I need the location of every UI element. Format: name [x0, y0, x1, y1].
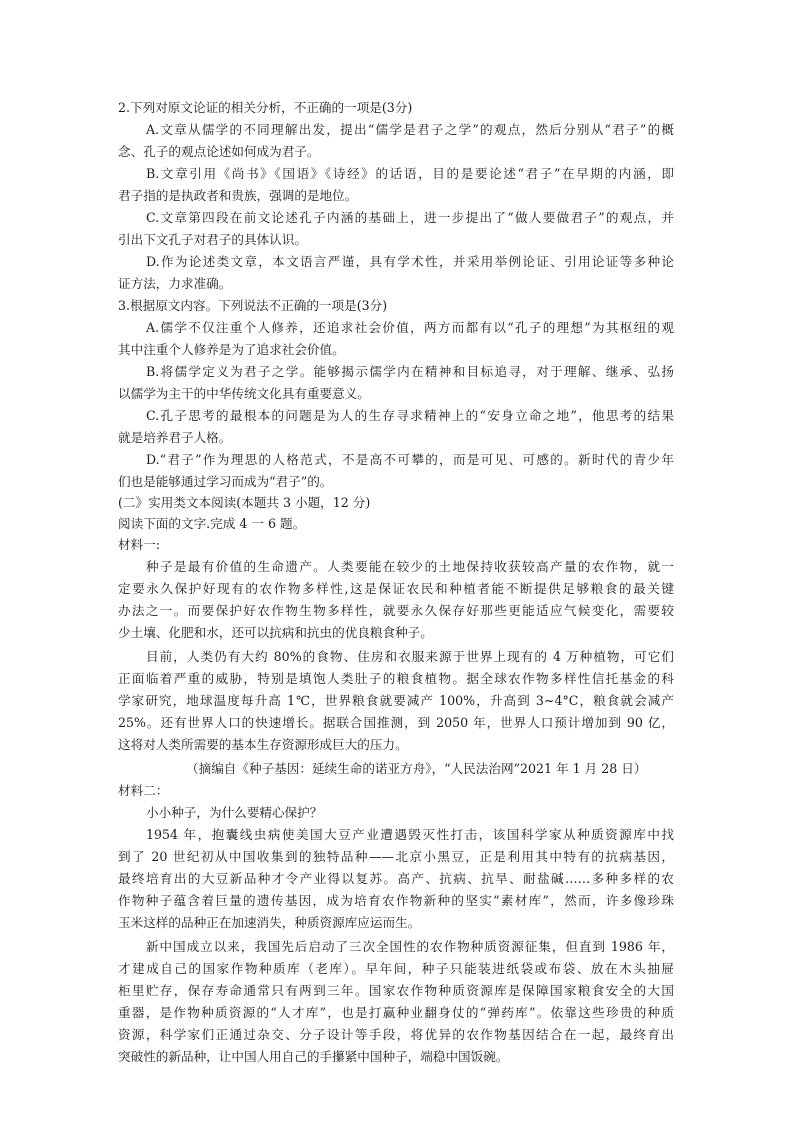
m2-p1: 小小种子，为什么要精心保护？ — [146, 805, 323, 820]
q2-option-b-line2: 君子指的是执政者和贵族，强调的是地位。 — [118, 188, 358, 203]
m2-p3-line5: 资源，科学家们正通过杂交、分子设计等手段，将优异的农作物基因结合在一起，最终育出 — [118, 1027, 674, 1042]
q2-option-d-line2: 证方法，力求准确。 — [118, 276, 232, 291]
m1-p2-line1: 目前，人类仍有大约 80%的食物、住房和衣服来源于世界上现有的 4 万种植物，可它们 — [146, 649, 674, 664]
q3-option-c-line1: C.孔子思考的最根本的问题是为人的生存寻求精神上的“安身立命之地”，他思考的结果 — [146, 408, 674, 423]
m1-p1-line1: 种子是最有价值的生命遗产。人类要能在较少的土地保持收获较高产量的农作物，就一 — [146, 559, 674, 574]
q3-stem: 3.根据原文内容。下列说法不正确的一项是(3分) — [118, 298, 388, 313]
q2-option-c-line1: C.文章第四段在前文论述孔子内涵的基础上，进一步提出了“做人要做君子”的观点，并 — [146, 210, 674, 225]
q2-option-d-line1: D.作为论述类文章，本文语言严谨，具有学术性，并采用举例论证、引用论证等多种论 — [146, 254, 674, 269]
m1-p2-line5: 这将对人类所需要的基本生存资源形成巨大的压力。 — [118, 737, 408, 752]
q3-option-b-line2: 以儒学为主干的中华传统文化具有重要意义。 — [118, 386, 370, 401]
q2-option-c-line2: 引出下文孔子对君子的具体认识。 — [118, 232, 307, 247]
m2-p2-line3: 最终培育出的大豆新品种才令产业得以复苏。高产、抗病、抗旱、耐盐碱……多种多样的农 — [118, 871, 674, 886]
m1-p2-line3: 学家研究，地球温度每升高 1℃，世界粮食就要减产 100%，升高到 3~4°C，粮食就会减产 — [118, 693, 674, 708]
m1-p2-line2: 正面临着严重的威胁，特别是填饱人类肚子的粮食植物。据全球农作物多样性信托基金的科 — [118, 671, 674, 686]
m2-p3-line2: 才建成自己的国家作物种质库（老库）。早年间，种子只能装进纸袋或布袋、放在木头抽屉 — [118, 961, 674, 976]
q3-option-c-line2: 就是培养君子人格。 — [118, 430, 232, 445]
q3-option-a-line2: 其中注重个人修养是为了追求社会价值。 — [118, 342, 345, 357]
m1-p1-line3: 办法之一。而要保护好农作物生物多样性，就要永久保存好那些更能适应气候变化，需要较 — [118, 603, 674, 618]
m2-p3-line6: 突破性的新品种，让中国人用自己的手攥紧中国种子，端稳中国饭碗。 — [118, 1049, 509, 1064]
section-instruction: 阅读下面的文字.完成 4 一 6 题。 — [118, 516, 306, 531]
m2-p3-line1: 新中国成立以来，我国先后启动了三次全国性的农作物种质资源征集，但直到 1986 年， — [146, 939, 674, 954]
m2-p2-line5: 玉米这样的品种正在加速消失，种质资源库应运而生。 — [118, 915, 421, 930]
m1-p1-line4: 少土壤、化肥和水，还可以抗病和抗虫的优良粮食种子。 — [118, 625, 433, 640]
q2-option-a-line2: 念、孔子的观点论述如何成为君子。 — [118, 144, 320, 159]
m2-p3-line3: 柜里贮存，保存寿命通常只有两到三年。国家农作物种质资源库是保障国家粮食安全的大国 — [118, 983, 674, 998]
section-heading: (二》实用类文本阅读(本题共 3 小題，12 分) — [118, 495, 371, 510]
m2-p2-line2: 到了 20 世纪初从中国收集到的独特品种——北京小黑豆，正是利用其中特有的抗病基因， — [118, 849, 674, 864]
m2-p3-line4: 重器，是作物种质资源的“人才库”，也是打赢种业翻身仗的“弹药库”。依靠这些珍贵的种质 — [118, 1005, 674, 1020]
q3-option-d-line1: D.“君子”作为理思的人格范式，不是高不可攀的，而是可见、可感的。新时代的青少年 — [146, 452, 674, 467]
q2-option-a-line1: A.文章从儒学的不同理解出发，提出“儒学是君子之学”的观点，然后分别从“君子”的概 — [146, 122, 674, 137]
material1-label: 材料一: — [118, 537, 161, 552]
material1-source: （摘编自《种子基因：延续生命的诺亚方舟》，“人民法治网”2021 年 1 月 28 日） — [186, 761, 647, 776]
m1-p2-line4: 25%。还有世界人口的快速增长。据联合国推测，到 2050 年，世界人口预计增加到 90 亿， — [118, 715, 674, 730]
q2-stem: 2.下列对原文论证的相关分析，不正确的一项是(3分) — [118, 100, 413, 115]
m2-p2-line4: 作物种子蕴含着巨量的遗传基因，成为培育农作物新种的坚实“素材库”，然而，许多像珍珠 — [118, 893, 674, 908]
m2-p2-line1: 1954 年，抱囊线虫病使美国大豆产业遭遇毁灭性打击，该国科学家从种质资源库中找 — [146, 827, 674, 842]
material2-label: 材料二： — [118, 783, 169, 798]
q3-option-b-line1: B.将儒学定义为君子之学。能够揭示儒学内在精神和目标追寻，对于理解、继承、弘扬 — [146, 364, 674, 379]
q3-option-a-line1: A.儒学不仅注重个人修养，还追求社会价值，两方而都有以“孔子的理想”为其枢纽的观 — [146, 320, 674, 335]
q3-option-d-line2: 们也是能够通过学习而成为“君子”的。 — [118, 474, 333, 489]
m1-p1-line2: 定要永久保护好现有的农作物多样性,这是保证农民和种植者能不断提供足够粮食的最关键 — [118, 581, 674, 596]
q2-option-b-line1: B.文章引用《尚书》《国语》《诗经》的话语，目的是要论述“君子”在早期的内涵，即 — [146, 166, 674, 181]
